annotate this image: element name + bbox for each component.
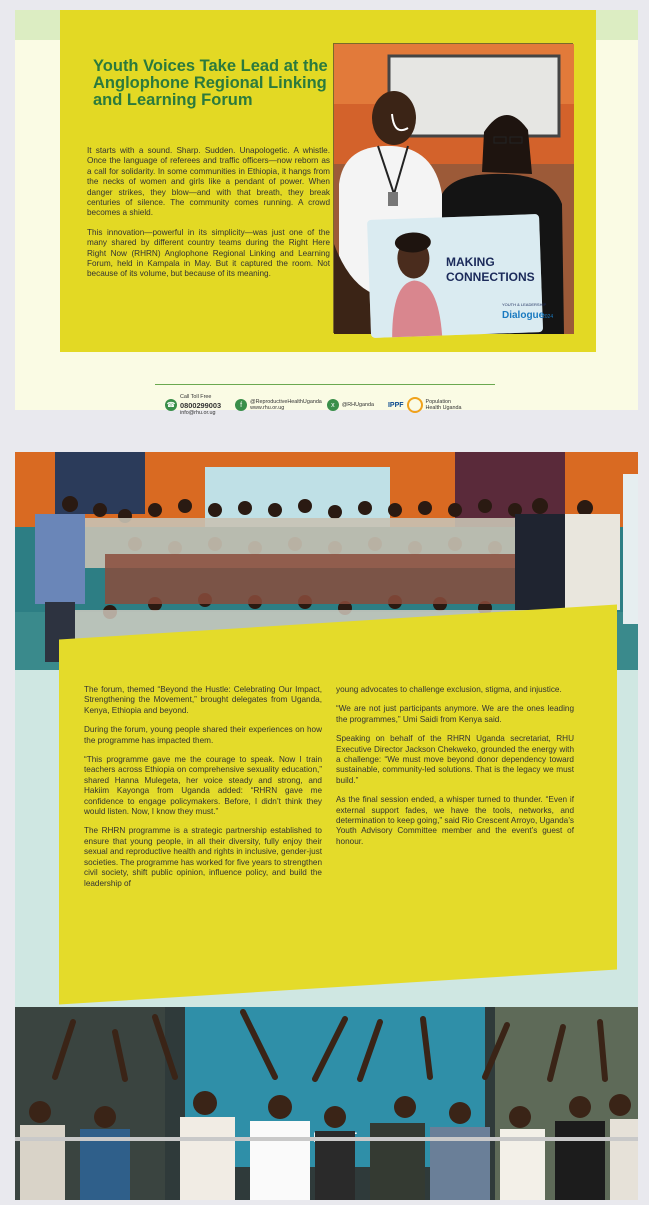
paragraph: “We are not just participants anymore. We are the ones leading the programmes,” Umi Saidi from Kenya said.: [336, 704, 574, 724]
population-logo-icon: [407, 397, 423, 413]
footer-divider: [155, 384, 495, 385]
page-footer: [165, 394, 495, 416]
website-link[interactable]: www.rhu.or.ug: [250, 405, 285, 411]
sign-line-1: MAKING: [446, 255, 495, 269]
celebration-photo: [15, 1007, 638, 1200]
intro-text: [87, 146, 330, 289]
sign-line-2: CONNECTIONS: [446, 270, 535, 284]
article-title: Youth Voices Take Lead at the Anglophone Regional Linking and Learning Forum: [93, 57, 328, 109]
sign-year: 2024: [542, 314, 554, 320]
photo-illustration: [334, 44, 574, 334]
magazine-page-2: [15, 452, 638, 1200]
sign-badge-sub: YOUTH & LEADERSHIP: [502, 302, 547, 307]
paragraph: As the final session ended, a whisper turned to thunder. “Even if external support fades, we have the tools, networks, and determination to keep going,” said Rio Crescent Arroyo, Uganda’s Youth Advisory Committee member and the event’s guest of honour.: [336, 795, 574, 846]
paragraph: During the forum, young people shared their experiences on how the programme has impacted them.: [84, 725, 322, 745]
divider-stripe: [15, 1137, 638, 1141]
magazine-page-1: [15, 10, 638, 416]
facebook-icon: f: [235, 399, 247, 411]
right-column: [336, 685, 574, 898]
paragraph: It starts with a sound. Sharp. Sudden. Unapologetic. A whistle. Once the language of referees and traffic officers—now reborn as a call for solidarity. In some communities in Ethiopia, it hangs from the necks of women and girls like a pendant of power. When danger strikes, they blow—and with that breath, they break centuries of silence. The community comes running. A crowd becomes a shield.: [87, 146, 330, 218]
article-columns: [84, 685, 574, 898]
partner-logos: [388, 397, 466, 413]
left-column: [84, 685, 322, 898]
paragraph: The forum, themed “Beyond the Hustle: Celebrating Our Impact, Strengthening the Movement,” brought delegates from Uganda, Kenya, Ethiopia and beyond.: [84, 685, 322, 715]
paragraph: “This programme gave me the courage to speak. Now I train teachers across Ethiopia on comprehensive sexuality education,” shared Hanna Mulegeta, her voice steady and strong, and Hakiim Kayonga from Uganda added: “RHRN gave me confidence to engage policymakers. Before, I didn’t think they would listen. Now, I know they must.”: [84, 755, 322, 817]
tollfree-block: [165, 394, 221, 415]
tollfree-label: Call Toll Free: [180, 394, 212, 401]
paragraph: This innovation—powerful in its simplicity—was just one of the many shared by different country teams during the Right Here Right Now (RHRN) Anglophone Regional Linking and Learning Forum, held in Kampala in May. But it captured the room. Not because of its volume, but because of its meaning.: [87, 227, 330, 279]
sign-badge: Dialogue: [502, 310, 545, 321]
email-link[interactable]: info@rhu.or.ug: [180, 409, 216, 416]
ippf-logo: IPPF: [387, 401, 404, 409]
paragraph: Speaking on behalf of the RHRN Uganda secretariat, RHU Executive Director Jackson Chekweko, grounded the energy with a challenge: “We must move beyond donor dependency toward sustainable, community-led solutions. That is the legacy we must build.”: [336, 734, 574, 785]
portrait-photo: [333, 43, 573, 333]
phone-icon: ☎: [165, 399, 177, 411]
social-handle[interactable]: @ReproductiveHealthUganda: [250, 398, 322, 405]
paragraph: young advocates to challenge exclusion, stigma, and injustice.: [336, 685, 562, 694]
population-logo-label: Population Health Uganda: [425, 398, 462, 411]
celebration-photo-illustration: [15, 1007, 638, 1200]
paragraph: The RHRN programme is a strategic partnership established to ensure that young people, in all their diversity, fully enjoy their sexual and reproductive health and rights in inclusive, gender-just societies. The programme has worked for five years to strengthen civil society, shift public opinion, influence policy, and build the leadership of: [84, 826, 322, 888]
tollfree-number[interactable]: 0800299003: [180, 400, 222, 410]
social-block: [235, 399, 374, 411]
twitter-icon: x: [327, 399, 339, 411]
twitter-handle[interactable]: @RHUganda: [341, 401, 374, 408]
